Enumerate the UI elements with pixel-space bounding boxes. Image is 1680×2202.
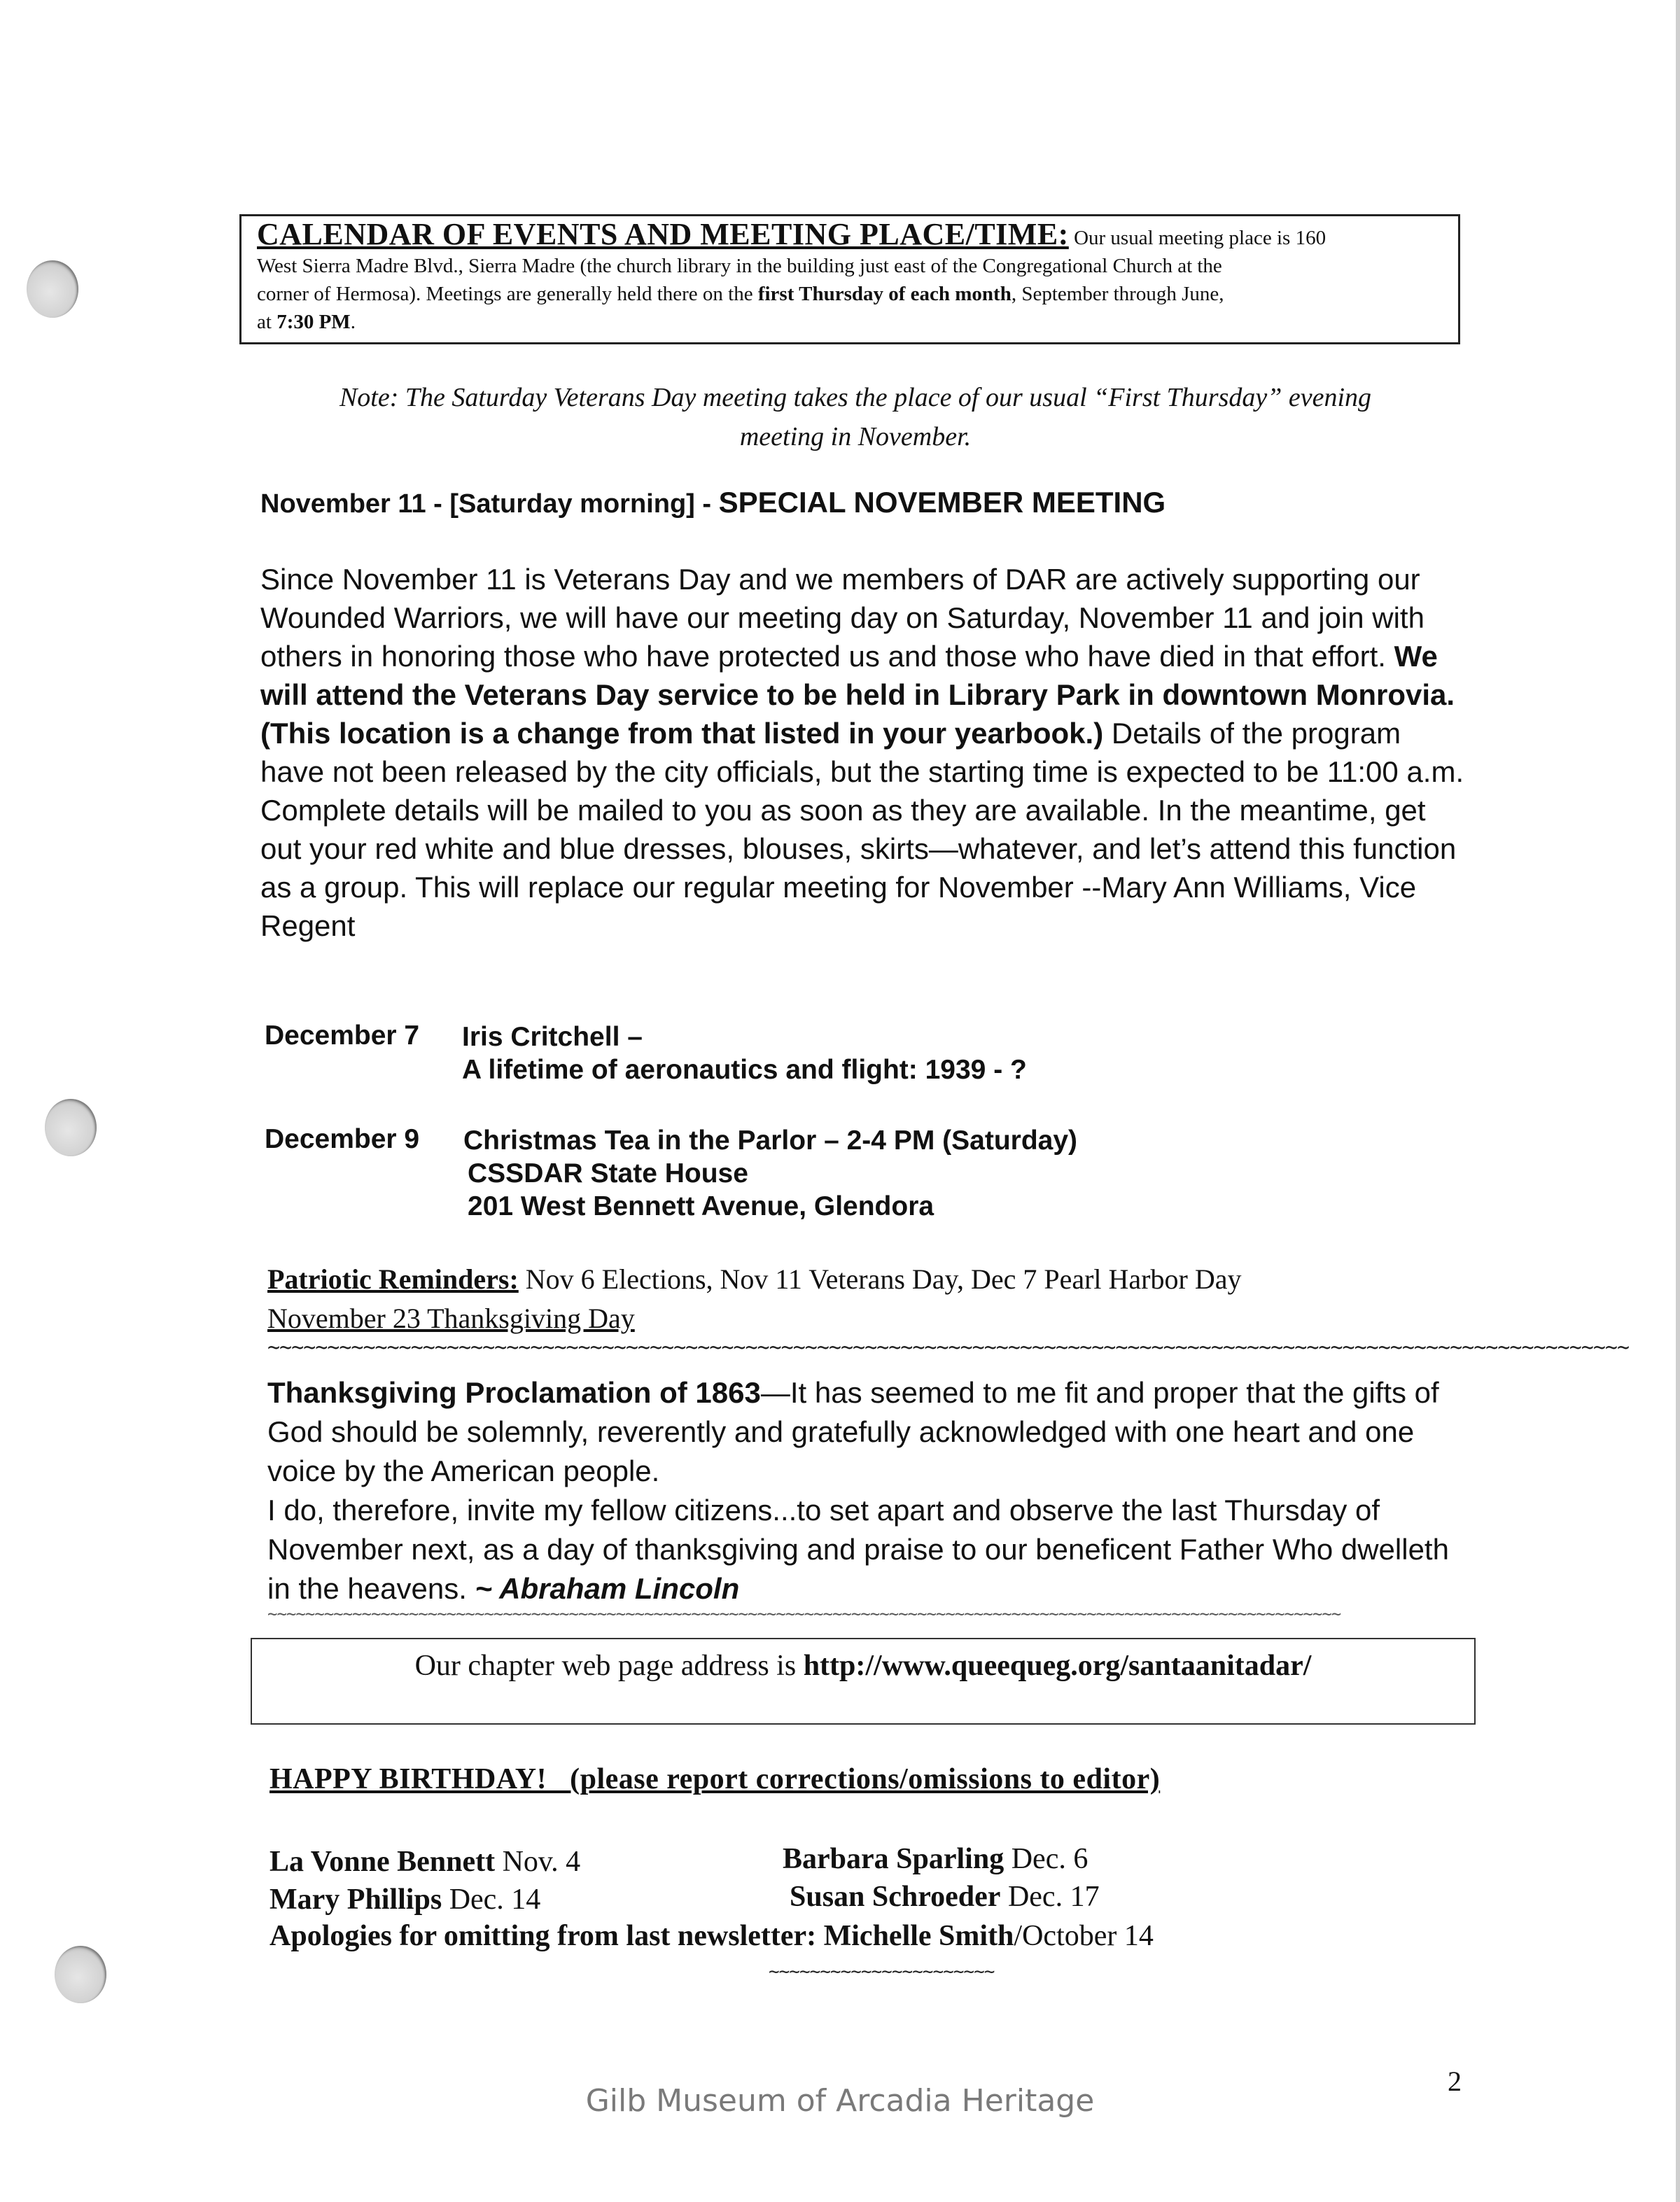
birthday-name: Mary Phillips	[270, 1884, 442, 1916]
calendar-text-3c: , September through June,	[1011, 283, 1224, 305]
tilde-divider-1: ~~~~~~~~~~~~~~~~~~~~~~~~~~~~~~~~~~~~~~~~~~~~~~~~~~~~~~~~~~~~~~~~~~~~~~~~~~~~~~~~~~~~~~~~~~~~~~~~~~~~~~~~~~~~~~~~~~	[267, 1335, 1630, 1360]
birthday-apology	[270, 1918, 1154, 1954]
event-date: December 9	[265, 1124, 420, 1154]
birthday-entry	[783, 1841, 1088, 1877]
birthday-date: Nov. 4	[495, 1846, 581, 1878]
calendar-heading: CALENDAR OF EVENTS AND MEETING PLACE/TIME:	[257, 217, 1069, 251]
november-body-bold: We will attend the Veterans Day service to be held in Library Park in downtown Monrovia. (This location is a change from that listed in your yearbook.)	[260, 640, 1455, 750]
apology-label: Apologies for omitting from last newsletter:	[270, 1920, 817, 1952]
calendar-text-1: Our usual meeting place is 160	[1074, 227, 1326, 249]
note-line-1: Note: The Saturday Veterans Day meeting takes the place of our usual “First Thursday” evening	[339, 383, 1372, 412]
punch-hole-middle	[45, 1099, 97, 1156]
calendar-meeting-time: 7:30 PM	[276, 311, 351, 333]
birthday-heading: HAPPY BIRTHDAY! (please report corrections/omissions to editor)	[270, 1763, 1161, 1795]
tilde-divider-2: ~~~~~~~~~~~~~~~~~~~~~~~~~~~~~~~~~~~~~~~~~~~~~~~~~~~~~~~~~~~~~~~~~~~~~~~~~~~~~~~~~~~~~~~~~~~~~~~~~~~~~~~~~~~~~~~~~~	[267, 1604, 1341, 1624]
november-title: SPECIAL NOVEMBER MEETING	[718, 486, 1166, 519]
web-prefix: Our chapter web page address is	[414, 1650, 804, 1682]
apology-date: /October 14	[1014, 1920, 1154, 1952]
museum-watermark: Gilb Museum of Arcadia Heritage	[585, 2083, 1095, 2119]
birthday-name: La Vonne Bennett	[270, 1846, 496, 1878]
event-line: A lifetime of aeronautics and flight: 1939 - ?	[462, 1055, 1027, 1085]
birthday-entry	[790, 1879, 1100, 1915]
punch-hole-top	[27, 260, 78, 318]
birthday-date: Dec. 6	[1004, 1843, 1088, 1875]
patriotic-label: Patriotic Reminders:	[267, 1263, 519, 1295]
page-number: 2	[1448, 2066, 1462, 2097]
event-line: Christmas Tea in the Parlor – 2-4 PM (Saturday)	[463, 1125, 1078, 1156]
calendar-text-3a: corner of Hermosa). Meetings are generally held there on the	[257, 283, 753, 305]
event-date: December 7	[265, 1021, 420, 1051]
calendar-line-4	[257, 308, 1444, 336]
event-details	[462, 1021, 1442, 1086]
apology-name: Michelle Smith	[823, 1920, 1014, 1952]
proclamation-title: Thanksgiving Proclamation of 1863	[267, 1376, 761, 1409]
web-url-link[interactable]: http://www.queequeg.org/santaanitadar/	[803, 1650, 1312, 1682]
birthday-date: Dec. 14	[442, 1884, 541, 1916]
page-edge-shadow	[1676, 0, 1680, 2202]
calendar-text-4c: .	[350, 311, 356, 333]
note-line-2: meeting in November.	[739, 422, 972, 451]
thanksgiving-proclamation	[267, 1373, 1471, 1608]
birthday-entry	[270, 1881, 540, 1918]
november-subtitle: - [Saturday morning] -	[426, 489, 719, 519]
birthday-name: Susan Schroeder	[790, 1881, 1001, 1913]
web-address-box	[251, 1638, 1476, 1725]
punch-hole-bottom	[55, 1946, 106, 2003]
proclamation-body-2: I do, therefore, invite my fellow citizens...to set apart and observe the last Thursday of November next, as a day of thanksgiving and praise to our beneficent Father Who dwelleth in the heavens.	[267, 1494, 1449, 1605]
patriotic-text: Nov 6 Elections, Nov 11 Veterans Day, Dec 7 Pearl Harbor Day	[518, 1263, 1242, 1295]
event-line: Iris Critchell –	[462, 1022, 643, 1052]
birthday-date: Dec. 17	[1000, 1881, 1100, 1913]
november-date: November 11	[260, 489, 426, 519]
event-details	[463, 1124, 1443, 1223]
tilde-divider-short: ~~~~~~~~~~~~~~~~~~~~~~	[769, 1961, 995, 1982]
calendar-line-1	[257, 217, 1444, 252]
note	[253, 378, 1457, 456]
patriotic-line-2: November 23 Thanksgiving Day	[267, 1303, 635, 1334]
event-line: CSSDAR State House	[468, 1158, 748, 1188]
calendar-line-3	[257, 280, 1444, 308]
november-body	[260, 560, 1464, 945]
event-line: 201 West Bennett Avenue, Glendora	[468, 1191, 934, 1221]
birthday-entry	[270, 1844, 580, 1880]
november-heading	[260, 486, 1166, 519]
november-body-end: Details of the program have not been released by the city officials, but the starting time is expected to be 11:00 a.m. Complete details will be mailed to you as soon as they are available. In the meantime, get out your red white and blue dresses, blouses, skirts—whatever, and let’s attend this function as a group. This will replace our regular meeting for November --Mary Ann Williams, Vice Regent	[260, 717, 1464, 942]
calendar-text-3b: first Thursday of each month	[757, 283, 1011, 305]
birthday-name: Barbara Sparling	[783, 1843, 1004, 1875]
proclamation-body-1: —It has seemed to me fit and proper that the gifts of God should be solemnly, reverently and gratefully acknowledged with one heart and one voice by the American people.	[267, 1376, 1439, 1487]
calendar-text-4a: at	[257, 311, 272, 333]
november-body-start: Since November 11 is Veterans Day and we members of DAR are actively supporting our Wounded Warriors, we will have our meeting day on Saturday, November 11 and join with others in honoring those who have protected us and those who have died in that effort.	[260, 563, 1424, 673]
proclamation-author: ~ Abraham Lincoln	[475, 1572, 740, 1605]
calendar-box	[239, 214, 1460, 344]
patriotic-reminders	[267, 1260, 1471, 1338]
calendar-line-2: West Sierra Madre Blvd., Sierra Madre (the church library in the building just east of the Congregational Church at the	[257, 255, 1222, 277]
